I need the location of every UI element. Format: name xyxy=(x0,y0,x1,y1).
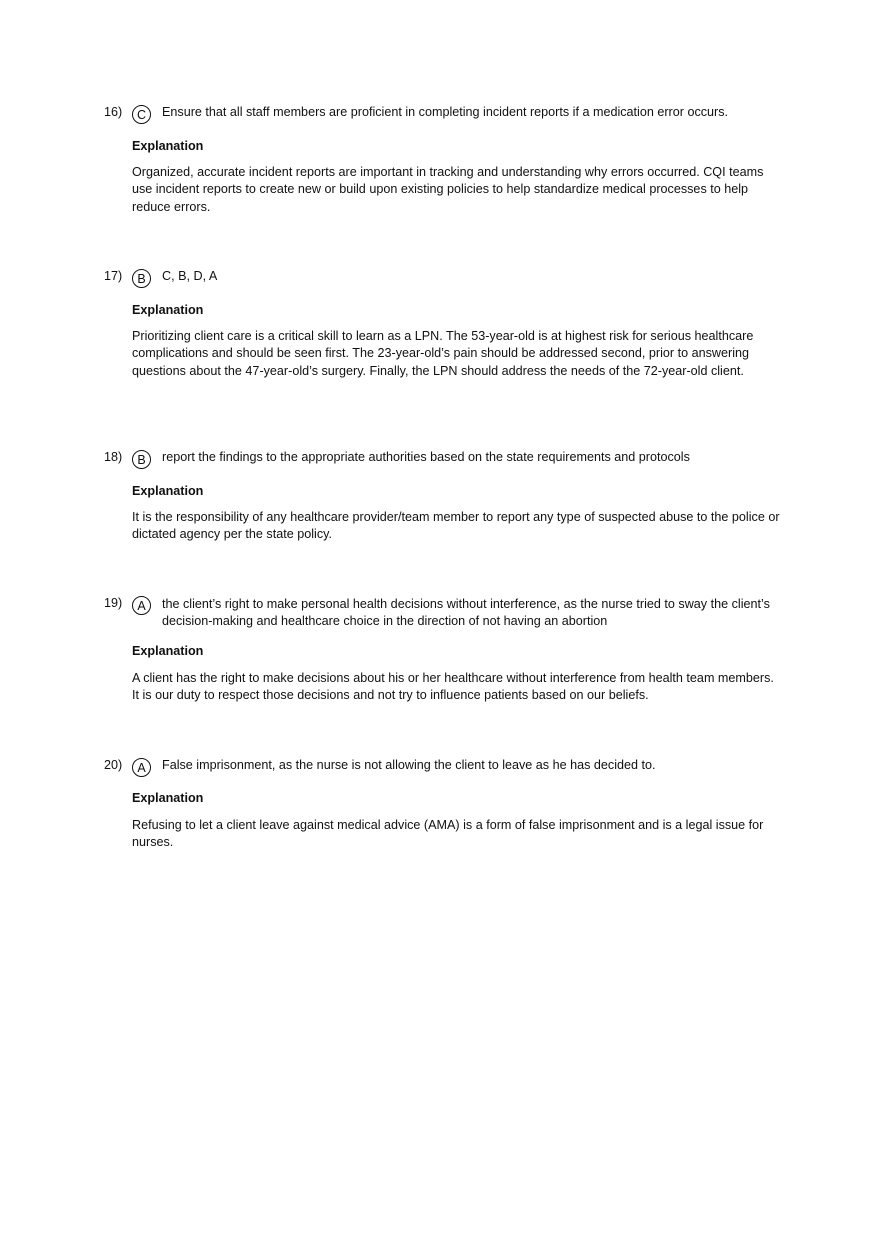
answer-text: Ensure that all staff members are proficient in completing incident reports if a medication error occurs. xyxy=(162,105,729,119)
answer-choice-circle: B xyxy=(132,450,151,469)
explanation-text: It is the responsibility of any healthcare provider/team member to report any type of suspected abuse to the police or dictated agency per the state policy. xyxy=(132,510,780,542)
explanation-heading: Explanation xyxy=(132,484,204,498)
answer-choice-circle: A xyxy=(132,758,151,777)
answer-choice-circle: B xyxy=(132,269,151,288)
explanation-heading: Explanation xyxy=(132,791,204,805)
answer-text: C, B, D, A xyxy=(162,269,218,283)
answer-choice-circle: C xyxy=(132,105,151,124)
question-number: 16) xyxy=(104,105,123,119)
answer-text: False imprisonment, as the nurse is not allowing the client to leave as he has decided to. xyxy=(162,758,656,772)
explanation-heading: Explanation xyxy=(132,644,204,658)
explanation-text: Organized, accurate incident reports are important in tracking and understanding why errors occurred. CQI teams use incident reports to create new or build upon existing policies to help standardize medical processes to help reduce errors. xyxy=(132,165,764,214)
answer-text: report the findings to the appropriate authorities based on the state requirements and protocols xyxy=(162,450,690,464)
question-number: 17) xyxy=(104,269,123,283)
question-number: 19) xyxy=(104,596,123,610)
question-number: 20) xyxy=(104,758,123,772)
explanation-text: A client has the right to make decisions about his or her healthcare without interference from health team members. It is our duty to respect those decisions and not try to influence patients based on our beliefs. xyxy=(132,671,774,703)
explanation-text: Prioritizing client care is a critical skill to learn as a LPN. The 53-year-old is at highest risk for serious healthcare complications and should be seen first. The 23-year-old’s pain should be addressed second, prior to answering questions about the 47-year-old’s surgery. Finally, the LPN should address the needs of the 72-year-old client. xyxy=(132,329,754,378)
answer-text: the client’s right to make personal health decisions without interference, as the nurse tried to sway the client’s decision-making and healthcare choice in the direction of not having an abortion xyxy=(162,597,770,629)
explanation-text: Refusing to let a client leave against medical advice (AMA) is a form of false imprisonment and is a legal issue for nurses. xyxy=(132,818,764,850)
explanation-heading: Explanation xyxy=(132,303,204,317)
answer-choice-circle: A xyxy=(132,596,151,615)
explanation-heading: Explanation xyxy=(132,139,204,153)
question-number: 18) xyxy=(104,450,123,464)
